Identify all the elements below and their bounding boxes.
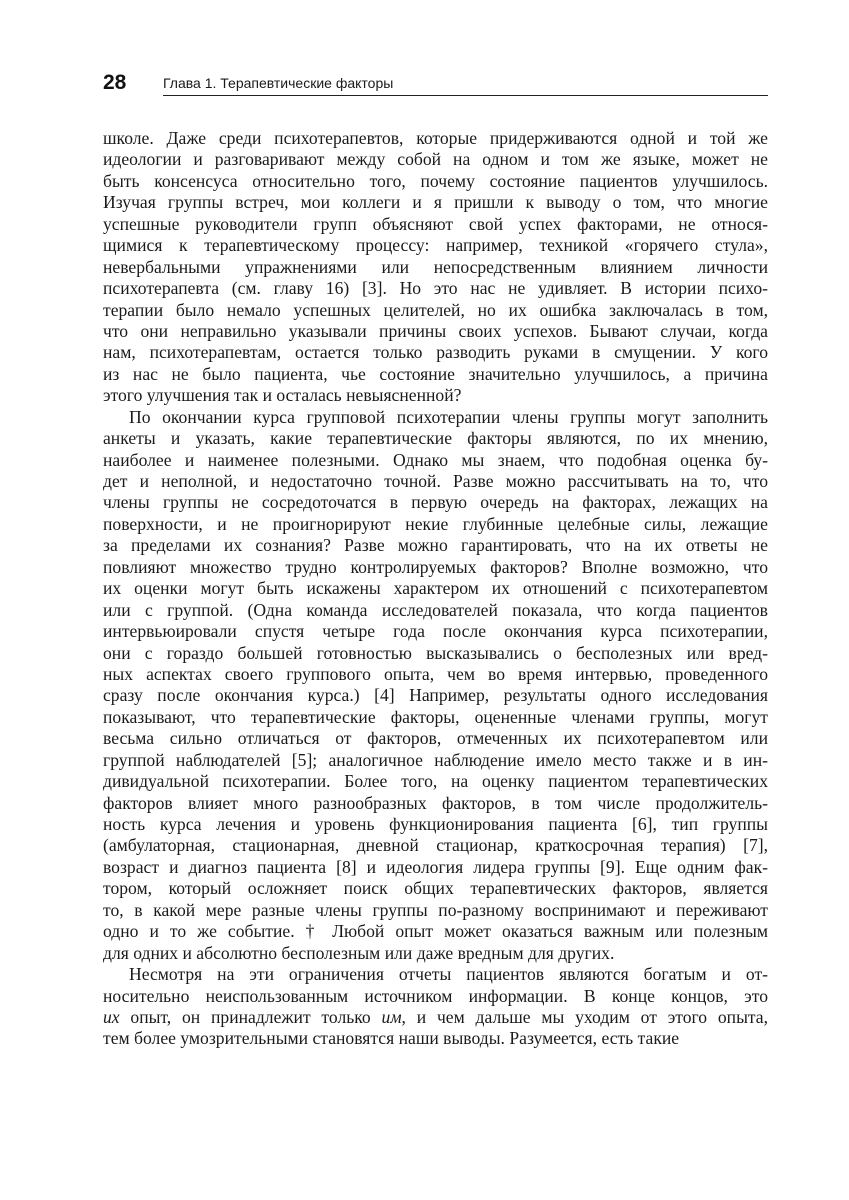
text-line: идеологии и разговаривают между собой на одном и том же языке, может не [103,149,768,170]
text-line: факторов влияет много разнообразных факторов, в том числе продолжитель- [103,792,768,813]
text-line: По окончании курса групповой психотерапии члены группы могут заполнить [129,406,768,427]
text-line: Изучая группы встреч, мои коллеги и я пришли к выводу о том, что многие [103,192,768,213]
text-line: тем более умозрительными становятся наши выводы. Разумеется, есть такие [103,1028,680,1049]
text-line: ность курса лечения и уровень функционирования пациента [6], тип группы [103,814,768,834]
chapter-title: Глава 1. Терапевтические факторы [163,75,394,91]
paragraph [103,128,768,407]
text-line: за пределами их сознания? Разве можно гарантировать, что на их ответы не [103,535,768,556]
text-line: поверхности, и не проигнорируют некие глубинные целебные силы, лежащие [103,513,768,534]
text-line: (амбулаторная, стационарная, дневной стационар, краткосрочная терапия) [7], [103,835,768,856]
text-line: сразу после окончания курса.) [4] Например, результаты одного исследования [103,685,768,706]
text-line: психотерапевта (см. главу 16) [3]. Но это нас не удивляет. В истории психо- [103,278,768,299]
text-line: Несмотря на эти ограничения отчеты пациентов являются богатым и от- [129,964,768,985]
text-line: что они неправильно указывали причины своих успехов. Бывают случаи, когда [103,320,768,341]
text-line: успешные руководители групп объясняют свой успех факторами, не относя- [103,213,768,234]
text-line: одно и то же событие. † Любой опыт может оказаться важным или полезным [103,921,768,942]
text-line: щимися к терапевтическому процессу: например, техникой «горячего стула», [103,235,768,256]
text-line: интервьюировали спустя четыре года после окончания курса психотерапии, [103,621,768,642]
header-rule [163,95,768,96]
text-line: их опыт, он принадлежит только им, и чем дальше мы уходим от этого опыта, [103,1006,769,1027]
text-line: весьма сильно отличаться от факторов, отмеченных их психотерапевтом или [103,728,768,749]
text-line: показывают, что терапевтические факторы, оцененные членами группы, могут [103,706,768,727]
text-line: то, в какой мере разные члены группы по-разному воспринимают и переживают [103,899,768,920]
page-number: 28 [103,71,127,94]
text-line: дивидуальной психотерапии. Более того, на оценку пациентом терапевтических [103,771,768,792]
text-line: анкеты и указать, какие терапевтические факторы являются, по их мнению, [103,428,768,449]
text-line: школе. Даже среди психотерапевтов, которые придерживаются одной и той же [103,128,768,148]
text-line: этого улучшения так и осталась невыясненной? [103,385,462,406]
text-line: повлияют множество трудно контролируемых факторов? Вполне возможно, что [103,556,768,577]
paragraph [103,964,768,1050]
text-line: их оценки могут быть искажены характером их отношений с психотерапевтом [103,578,768,599]
text-line: группой наблюдателей [5]; аналогичное наблюдение имело место также и в ин- [103,749,768,770]
text-line: невербальными упражнениями или непосредственным влиянием личности [103,256,768,277]
text-line: они с гораздо большей готовностью высказывались о бесполезных или вред- [103,642,768,663]
text-line: носительно неиспользованным источником информации. В конце концов, это [103,985,768,1006]
text-line: наиболее и наименее полезными. Однако мы знаем, что подобная оценка бу- [103,449,768,470]
text-line: для одних и абсолютно бесполезным или даже вредным для других. [103,942,615,963]
text-line: тором, который осложняет поиск общих терапевтических факторов, является [103,878,768,899]
text-line: нам, психотерапевтам, остается только разводить руками в смущении. У кого [103,342,768,363]
text-line: терапии было немало успешных целителей, но их ошибка заключалась в том, [103,299,768,320]
text-line: возраст и диагноз пациента [8] и идеология лидера группы [9]. Еще одним фак- [103,856,768,877]
text-line: или с группой. (Одна команда исследователей показала, что когда пациентов [103,599,768,620]
text-line: ных аспектах своего группового опыта, чем во время интервью, проведенного [103,663,768,684]
text-line: дет и неполной, и недостаточно точной. Разве можно рассчитывать на то, что [103,471,768,491]
text-line: быть консенсуса относительно того, почему состояние пациентов улучшилось. [103,170,768,191]
text-line: из нас не было пациента, чье состояние значительно улучшилось, а причина [103,363,768,384]
text-line: члены группы не сосредоточатся в первую очередь на факторах, лежащих на [103,492,768,513]
running-header [103,70,768,100]
paragraph [103,407,768,964]
body-text [103,128,768,1050]
